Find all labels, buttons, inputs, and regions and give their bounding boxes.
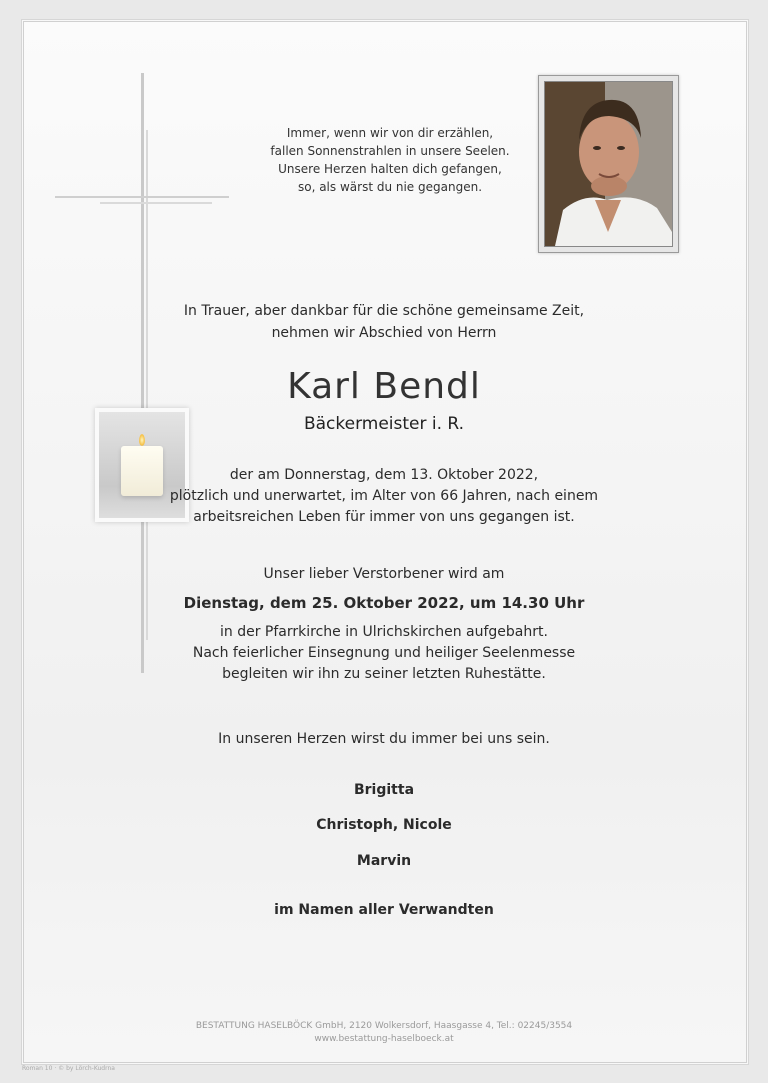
imprint-mark: Roman 10 · © by Lörch-Kudrna [22, 1065, 115, 1072]
intro-line: In Trauer, aber dankbar für die schöne gemeinsame Zeit, [183, 303, 585, 319]
mourner-name: Brigitta [353, 782, 415, 798]
intro-line: nehmen wir Abschied von Herrn [271, 325, 497, 341]
death-notice-line: der am Donnerstag, dem 13. Oktober 2022, [229, 467, 539, 483]
mourner-name: Christoph, Nicole [316, 817, 452, 833]
portrait-frame [538, 75, 679, 253]
candle-icon [139, 434, 145, 446]
poem-line: Immer, wenn wir von dir erzählen, [286, 126, 494, 140]
closing-line: In unseren Herzen wirst du immer bei uns sein. [218, 731, 550, 747]
funeral-details-line: in der Pfarrkirche in Ulrichskirchen aufgebahrt. [220, 624, 548, 640]
funeral-date: Dienstag, dem 25. Oktober 2022, um 14.30 Uhr [183, 594, 585, 612]
death-notice-line: plötzlich und unerwartet, im Alter von 66 Jahren, nach einem [169, 488, 599, 504]
footer-company: BESTATTUNG HASELBÖCK GmbH, 2120 Wolkersdorf, Haasgasse 4, Tel.: 02245/3554 [195, 1021, 573, 1031]
death-notice [0, 465, 768, 528]
intro-text [0, 300, 768, 344]
relatives-line: im Namen aller Verwandten [274, 902, 494, 918]
poem-line: Unsere Herzen halten dich gefangen, [278, 162, 502, 176]
funeral-details-line: Nach feierlicher Einsegnung und heiliger Seelenmesse [192, 645, 576, 661]
poem-line: fallen Sonnenstrahlen in unsere Seelen. [270, 144, 510, 158]
footer [0, 1020, 768, 1046]
laid-out-intro: Unser lieber Verstorbener wird am [263, 566, 505, 582]
footer-website: www.bestattung-haselboeck.at [314, 1034, 454, 1044]
funeral-details [0, 622, 768, 685]
funeral-details-line: begleiten wir ihn zu seiner letzten Ruhestätte. [222, 666, 546, 682]
poem [262, 124, 518, 196]
portrait-photo [544, 81, 673, 247]
poem-line: so, als wärst du nie gegangen. [297, 180, 483, 194]
deceased-name: Karl Bendl [287, 366, 481, 407]
deceased-title: Bäckermeister i. R. [303, 414, 465, 434]
death-notice-line: arbeitsreichen Leben für immer von uns gegangen ist. [193, 509, 575, 525]
mourner-name: Marvin [356, 853, 412, 869]
